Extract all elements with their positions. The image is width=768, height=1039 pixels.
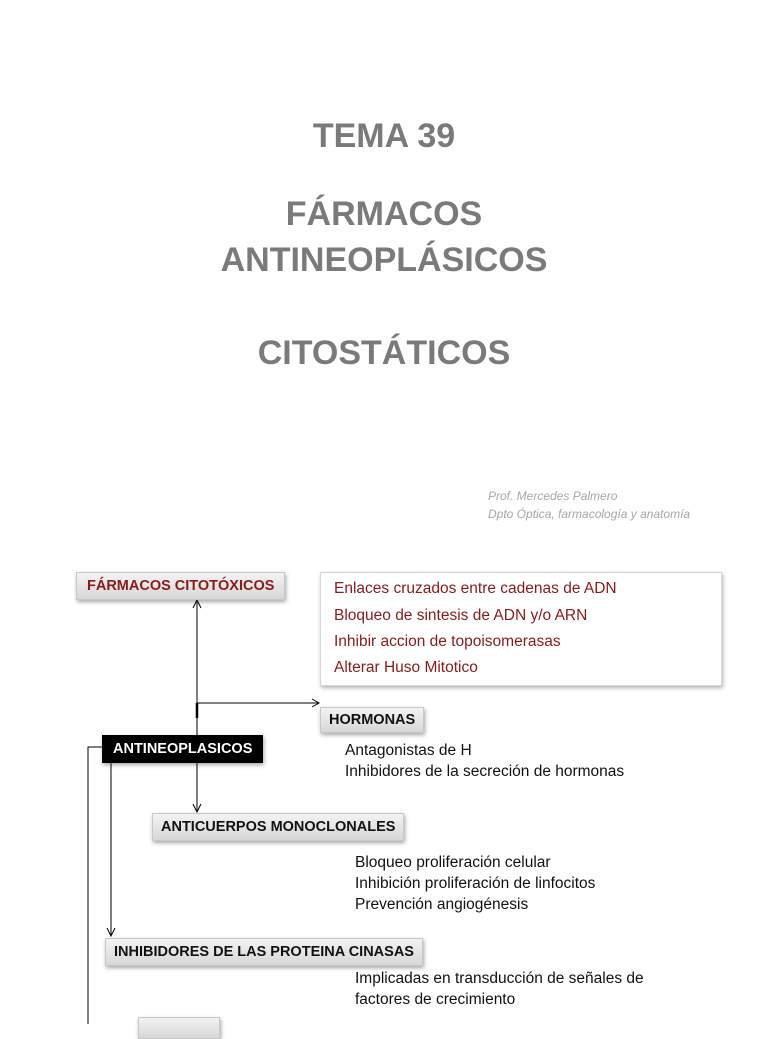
antineoplasicos-box: ANTINEOPLASICOS: [102, 735, 263, 763]
anticuerpos-monoclonales-box: ANTICUERPOS MONOCLONALES: [152, 813, 404, 841]
author-name: Prof. Mercedes Palmero: [488, 489, 618, 503]
hormonas-box: HORMONAS: [320, 707, 424, 733]
slide-title-farmacos: FÁRMACOS: [285, 195, 483, 233]
anticuerpos-item: Bloqueo proliferación celular: [355, 854, 551, 871]
slide-title-antineoplasicos: ANTINEOPLÁSICOS: [220, 241, 548, 279]
farmacos-citotoxicos-box: FÁRMACOS CITOTÓXICOS: [76, 572, 285, 600]
mechanism-item: Enlaces cruzados entre cadenas de ADN: [334, 580, 617, 597]
cinasas-item: Implicadas en transducción de señales de: [355, 970, 644, 987]
mechanism-item: Inhibir accion de topoisomerasas: [334, 633, 561, 650]
slide-title-tema: TEMA 39: [312, 117, 456, 155]
anticuerpos-item: Inhibición proliferación de linfocitos: [355, 875, 596, 892]
mechanism-item: Bloqueo de sintesis de ADN y/o ARN: [334, 607, 588, 624]
author-department: Dpto Óptica, farmacología y anatomía: [488, 507, 691, 521]
connector-left-outer: [88, 747, 102, 1024]
mechanism-item: Alterar Huso Mitotico: [334, 659, 478, 676]
mechanisms-box: [320, 572, 722, 686]
inhibidores-proteina-cinasas-box: INHIBIDORES DE LAS PROTEINA CINASAS: [105, 938, 423, 966]
anticuerpos-item: Prevención angiogénesis: [355, 896, 529, 913]
hormonas-item: Inhibidores de la secreción de hormonas: [345, 763, 625, 780]
hormonas-item: Antagonistas de H: [345, 742, 472, 759]
slide-title-citostaticos: CITOSTÁTICOS: [257, 334, 511, 372]
partial-box-cut-off: [138, 1017, 220, 1039]
cinasas-item: factores de crecimiento: [355, 991, 516, 1008]
connector-left-inner: [102, 750, 111, 935]
